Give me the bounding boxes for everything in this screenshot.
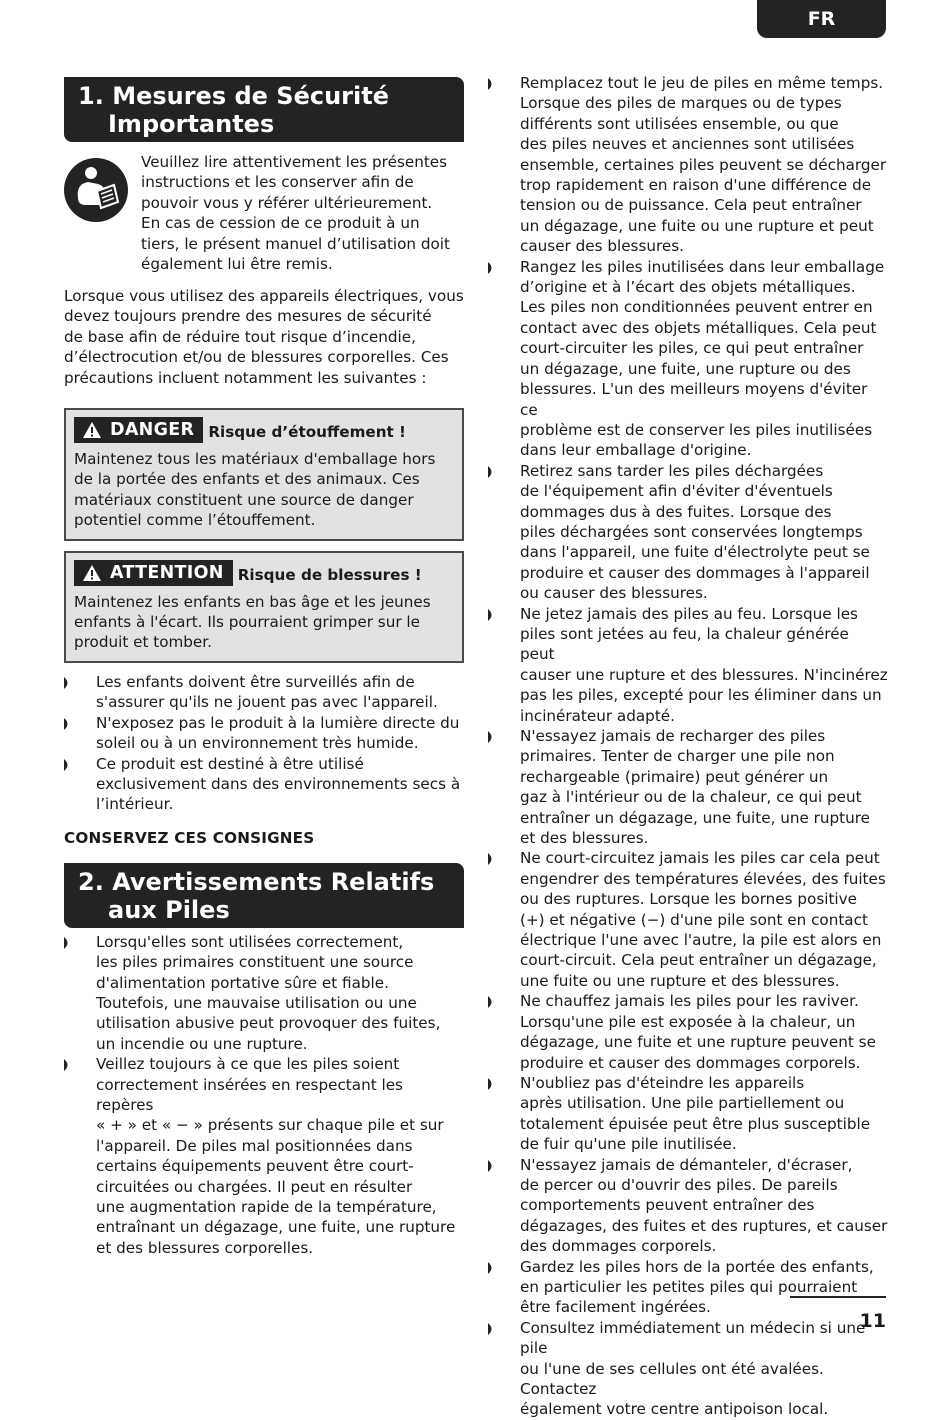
bullet-line: entraîner un dégazage, une fuite, une rupture (520, 808, 871, 827)
bullet-line: Les enfants doivent être surveillés afin de (96, 672, 415, 691)
bullet-line: et des blessures. (520, 829, 649, 848)
bullet-line: de fuir qu'une pile inutilisée. (520, 1135, 737, 1154)
bullet-line: des dommages corporels. (520, 1237, 717, 1256)
bullet-line: problème est de conserver les piles inutilisées (520, 420, 873, 439)
right-column (488, 73, 888, 1420)
bullet-line: contact avec des objets métalliques. Cela peut (520, 318, 877, 337)
bullet-line: blessures. L'un des meilleurs moyens d'éviter ce (520, 380, 868, 419)
bullet-line: dégazages, des fuites et des ruptures, et causer (520, 1216, 888, 1235)
bullet-line: en particulier les petites piles qui pourraient (520, 1277, 858, 1296)
warning-triangle-icon (82, 421, 102, 439)
section-2-title-line1: Avertissements Relatifs (112, 867, 435, 896)
bullet-line: Lorsqu'une pile est exposée à la chaleur, un (520, 1012, 856, 1031)
bullet-line: court-circuit. Cela peut entraîner un dégazage, (520, 951, 877, 970)
bullet-line: comportements peuvent entraîner des (520, 1196, 815, 1215)
bullet-line: pas les piles, excepté pour les éliminer dans un (520, 686, 882, 705)
bullet-line: Rangez les piles inutilisées dans leur emballage (520, 257, 885, 276)
battery-bullet-list-right (488, 73, 888, 1420)
bullet-line: utilisation abusive peut provoquer des fuites, (96, 1014, 441, 1033)
bullet-line: un dégazage, une fuite ou une rupture et peut (520, 216, 874, 235)
bullet-line: Consultez immédiatement un médecin si une pile (520, 1318, 866, 1358)
attention-box (64, 551, 464, 663)
list-item (488, 1318, 888, 1420)
danger-line: matériaux constituent une source de danger (74, 490, 414, 509)
danger-title: Risque d’étouffement ! (208, 423, 406, 442)
bullet-line: N'essayez jamais de démanteler, d'écraser, (520, 1155, 853, 1174)
left-column (64, 77, 464, 1258)
bullet-icon (488, 1262, 495, 1274)
bullet-line: et des blessures corporelles. (96, 1238, 314, 1257)
danger-body (74, 449, 454, 531)
section-2-header (64, 863, 464, 928)
safety-bullet-list (64, 672, 464, 815)
list-item (64, 1054, 464, 1258)
section-1-title-line2: Importantes (108, 110, 275, 138)
intro-line: également lui être remis. (141, 255, 333, 274)
attention-line: produit et tomber. (74, 633, 212, 652)
list-item (488, 1257, 888, 1318)
intro-text (141, 152, 464, 274)
paragraph-line: Lorsque vous utilisez des appareils électriques, vous (64, 287, 464, 305)
list-item (488, 991, 888, 1073)
attention-title: Risque de blessures ! (237, 565, 422, 584)
bullet-icon (488, 466, 495, 478)
section-1-number: 1. (78, 82, 104, 110)
safety-paragraph (64, 286, 464, 388)
bullet-line: « + » et « − » présents sur chaque pile et sur (96, 1116, 444, 1135)
section-2-title-line2: aux Piles (108, 895, 230, 924)
attention-header (74, 559, 454, 587)
bullet-icon (488, 1078, 495, 1090)
bullet-line: s'assurer qu'ils ne jouent pas avec l'appareil. (96, 693, 438, 712)
list-item (488, 604, 888, 726)
attention-line: Maintenez les enfants en bas âge et les jeunes (74, 592, 431, 611)
bullet-line: de percer ou d'ouvrir des piles. De pareils (520, 1175, 838, 1194)
danger-label-text: DANGER (110, 420, 195, 441)
bullet-line: court-circuiter les piles, ce qui peut entraîner (520, 339, 864, 358)
bullet-line: ensemble, certaines piles peuvent se décharger (520, 155, 887, 174)
danger-label (74, 417, 203, 443)
bullet-line: l'appareil. De piles mal positionnées dans (96, 1136, 413, 1155)
bullet-icon (488, 731, 495, 743)
bullet-line: dans l'appareil, une fuite d'électrolyte peut se (520, 543, 870, 562)
bullet-icon (488, 262, 495, 274)
bullet-line: ou causer des blessures. (520, 584, 708, 603)
footer-rule (790, 1296, 886, 1298)
list-item (488, 73, 888, 257)
danger-line: de la portée des enfants et des animaux. Ces (74, 470, 420, 489)
bullet-line: une fuite ou une rupture et des blessures. (520, 971, 840, 990)
bullet-icon (488, 1160, 495, 1172)
bullet-line: causer des blessures. (520, 237, 684, 256)
bullet-line: l’intérieur. (96, 795, 174, 814)
conserve-notice: CONSERVEZ CES CONSIGNES (64, 828, 315, 847)
bullet-icon (64, 718, 71, 730)
bullet-line: Lorsque des piles de marques ou de types (520, 94, 842, 113)
bullet-line: d'alimentation portative sûre et fiable. (96, 973, 389, 992)
page-number: 11 (859, 1310, 886, 1332)
intro-block (64, 148, 464, 286)
list-item (64, 713, 464, 754)
warning-triangle-icon (82, 564, 102, 582)
bullet-line: dommages dus à des fuites. Lorsque des (520, 502, 832, 521)
bullet-line: (+) et négative (−) d'une pile sont en contact (520, 910, 868, 929)
bullet-line: Retirez sans tarder les piles déchargées (520, 461, 824, 480)
bullet-icon (488, 996, 495, 1008)
battery-bullet-list-left (64, 932, 464, 1259)
bullet-line: Lorsqu'elles sont utilisées correctement, (96, 932, 404, 951)
bullet-icon (488, 853, 495, 865)
list-item (488, 461, 888, 604)
bullet-line: également votre centre antipoison local. (520, 1400, 829, 1419)
bullet-line: exclusivement dans des environnements secs à (96, 774, 461, 793)
bullet-line: produire et causer des dommages à l'appareil (520, 563, 870, 582)
bullet-line: Ne jetez jamais des piles au feu. Lorsque les (520, 604, 858, 623)
paragraph-line: devez toujours prendre des mesures de sécurité (64, 307, 432, 326)
bullet-line: Gardez les piles hors de la portée des enfants, (520, 1257, 874, 1276)
danger-line: potentiel comme l’étouffement. (74, 511, 316, 530)
bullet-line: dégazage, une fuite et une rupture peuvent se (520, 1033, 876, 1052)
paragraph-line: de base afin de réduire tout risque d’incendie, (64, 327, 416, 346)
list-item (488, 1155, 888, 1257)
bullet-line: Ne chauffez jamais les piles pour les raviver. (520, 992, 859, 1011)
bullet-line: soleil ou à un environnement très humide. (96, 734, 419, 753)
bullet-line: circuitées ou chargées. Il peut en résulter (96, 1177, 413, 1196)
bullet-icon (64, 759, 71, 771)
bullet-line: Les piles non conditionnées peuvent entrer en (520, 298, 873, 317)
bullet-line: différents sont utilisées ensemble, ou que (520, 114, 839, 133)
bullet-line: gaz à l'intérieur ou de la chaleur, ce qui peut (520, 788, 862, 807)
bullet-line: N'oubliez pas d'éteindre les appareils (520, 1073, 805, 1092)
bullet-line: correctement insérées en respectant les repères (96, 1075, 403, 1114)
danger-box (64, 408, 464, 541)
bullet-line: un incendie ou une rupture. (96, 1034, 308, 1053)
attention-label (74, 560, 233, 586)
bullet-line: Remplacez tout le jeu de piles en même temps. (520, 74, 884, 92)
danger-line: Maintenez tous les matériaux d'emballage hors (74, 450, 436, 469)
list-item (488, 257, 888, 461)
bullet-line: dans leur emballage d'origine. (520, 441, 752, 460)
bullet-line: tension ou de puissance. Cela peut entraîner (520, 196, 862, 215)
list-item (64, 754, 464, 815)
section-2-number: 2. (78, 867, 104, 896)
bullet-line: ou des ruptures. Lorsque les bornes positive (520, 890, 857, 909)
paragraph-line: précautions incluent notamment les suivantes : (64, 368, 427, 387)
bullet-line: les piles primaires constituent une source (96, 953, 414, 972)
bullet-line: trop rapidement en raison d'une différence de (520, 176, 872, 195)
intro-line: En cas de cession de ce produit à un (141, 214, 420, 233)
manual-reading-icon (64, 158, 128, 222)
bullet-line: rechargeable (primaire) peut générer un (520, 767, 829, 786)
bullet-line: produire et causer des dommages corporels. (520, 1053, 861, 1072)
bullet-line: certains équipements peuvent être court- (96, 1157, 414, 1176)
bullet-line: Toutefois, une mauvaise utilisation ou une (96, 993, 417, 1012)
list-item (488, 1073, 888, 1155)
bullet-icon (488, 78, 495, 90)
bullet-line: d’origine et à l’écart des objets métalliques. (520, 278, 856, 297)
language-tab: FR (757, 0, 886, 38)
bullet-line: N'essayez jamais de recharger des piles (520, 727, 826, 745)
bullet-line: après utilisation. Une pile partiellement ou (520, 1094, 845, 1113)
list-item (488, 848, 888, 991)
bullet-line: piles déchargées sont conservées longtemps (520, 522, 863, 541)
bullet-icon (488, 609, 495, 621)
bullet-line: Ce produit est destiné à être utilisé (96, 754, 364, 773)
bullet-line: une augmentation rapide de la température, (96, 1198, 437, 1216)
bullet-line: un dégazage, une fuite, une rupture ou des (520, 359, 851, 378)
bullet-line: piles sont jetées au feu, la chaleur générée peut (520, 624, 849, 664)
bullet-line: N'exposez pas le produit à la lumière directe du (96, 713, 460, 732)
danger-header (74, 416, 454, 444)
bullet-line: de l'équipement afin d'éviter d'éventuels (520, 482, 833, 501)
section-1-header (64, 77, 464, 142)
intro-line: Veuillez lire attentivement les présentes (141, 153, 448, 171)
bullet-line: primaires. Tenter de charger une pile non (520, 747, 835, 766)
attention-body (74, 592, 454, 653)
attention-line: enfants à l'écart. Ils pourraient grimper sur le (74, 613, 420, 632)
bullet-line: engendrer des températures élevées, des fuites (520, 869, 886, 888)
attention-label-text: ATTENTION (110, 562, 224, 583)
bullet-icon (64, 937, 71, 949)
list-item (64, 672, 464, 713)
list-item (64, 932, 464, 1054)
intro-line: tiers, le présent manuel d’utilisation doit (141, 234, 450, 253)
intro-line: pouvoir vous y référer ultérieurement. (141, 193, 433, 212)
bullet-line: des piles neuves et anciennes sont utilisées (520, 135, 855, 154)
bullet-line: totalement épuisée peut être plus susceptible (520, 1114, 871, 1133)
paragraph-line: d’électrocution et/ou de blessures corporelles. Ces (64, 348, 449, 367)
bullet-line: Veillez toujours à ce que les piles soient (96, 1055, 400, 1074)
bullet-icon (64, 1059, 71, 1071)
bullet-icon (488, 1323, 495, 1335)
bullet-line: entraînant un dégazage, une fuite, une rupture (96, 1218, 456, 1237)
bullet-line: ou l'une de ses cellules ont été avalées. Contactez (520, 1359, 824, 1398)
intro-line: instructions et les conserver afin de (141, 173, 414, 192)
list-item (488, 726, 888, 848)
bullet-line: Ne court-circuitez jamais les piles car cela peut (520, 849, 880, 868)
bullet-icon (64, 677, 71, 689)
section-1-title-line1: Mesures de Sécurité (112, 82, 389, 110)
bullet-line: causer une rupture et des blessures. N'incinérez (520, 665, 888, 684)
bullet-line: être facilement ingérées. (520, 1298, 711, 1317)
bullet-line: incinérateur adapté. (520, 706, 675, 725)
bullet-line: électrique l'une avec l'autre, la pile est alors en (520, 931, 882, 950)
